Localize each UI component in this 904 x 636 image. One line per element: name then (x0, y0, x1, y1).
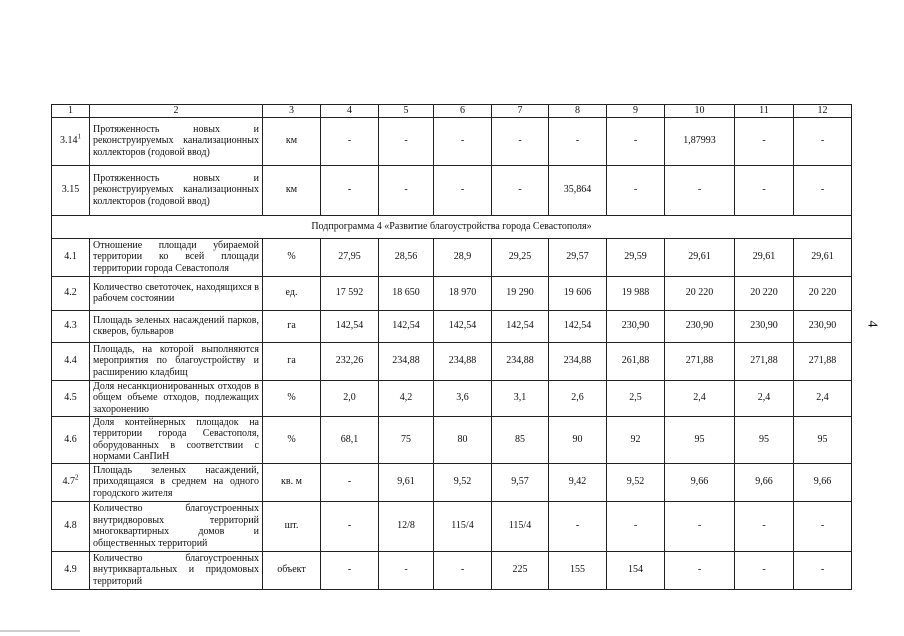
column-number-cell: 10 (665, 105, 735, 118)
value-cell: - (434, 117, 492, 165)
unit-cell: км (263, 117, 321, 165)
unit-cell: объект (263, 551, 321, 589)
value-cell: 230,90 (607, 310, 665, 342)
value-cell: 29,57 (549, 238, 607, 276)
value-cell: 28,9 (434, 238, 492, 276)
row-number-cell (52, 165, 90, 215)
column-number-cell: 6 (434, 105, 492, 118)
column-number-cell: 1 (52, 105, 90, 118)
unit-cell: кв. м (263, 463, 321, 501)
value-cell: 18 970 (434, 276, 492, 310)
footnote-mark: 2 (75, 473, 79, 482)
indicator-name-cell: Доля несанкционированных отходов в общем объеме отходов, подлежащих захоронению (90, 380, 263, 416)
value-cell: 29,61 (665, 238, 735, 276)
row-number-cell (52, 310, 90, 342)
value-cell: - (794, 117, 852, 165)
value-cell: 19 606 (549, 276, 607, 310)
value-cell: - (434, 165, 492, 215)
value-cell: 9,66 (665, 463, 735, 501)
value-cell: 271,88 (735, 342, 794, 380)
value-cell: 1,87993 (665, 117, 735, 165)
column-number-cell: 11 (735, 105, 794, 118)
value-cell: - (794, 501, 852, 551)
value-cell: - (379, 165, 434, 215)
value-cell: 95 (665, 416, 735, 463)
row-number: 3.15 (61, 184, 80, 196)
value-cell: 75 (379, 416, 434, 463)
value-cell: 68,1 (321, 416, 379, 463)
section-title: Подпрограмма 4 «Развитие благоустройства города Севастополя» (52, 215, 852, 238)
value-cell: 154 (607, 551, 665, 589)
value-cell: 234,88 (549, 342, 607, 380)
row-number-cell (52, 276, 90, 310)
value-cell: 271,88 (794, 342, 852, 380)
value-cell: 12/8 (379, 501, 434, 551)
value-cell: 9,52 (607, 463, 665, 501)
value-cell: - (379, 117, 434, 165)
value-cell: 232,26 (321, 342, 379, 380)
column-number-cell: 12 (794, 105, 852, 118)
value-cell: 2,6 (549, 380, 607, 416)
unit-cell: % (263, 380, 321, 416)
column-number-cell: 2 (90, 105, 263, 118)
unit-cell: ед. (263, 276, 321, 310)
value-cell: 271,88 (665, 342, 735, 380)
value-cell: - (607, 117, 665, 165)
value-cell: - (549, 117, 607, 165)
value-cell: 142,54 (379, 310, 434, 342)
indicator-name-cell: Протяженность новых и реконструируемых канализационных коллекторов (годовой ввод) (90, 165, 263, 215)
value-cell: 29,61 (794, 238, 852, 276)
value-cell: 3,6 (434, 380, 492, 416)
indicator-name-cell: Количество светоточек, находящихся в рабочем состоянии (90, 276, 263, 310)
value-cell: 92 (607, 416, 665, 463)
table-row (52, 380, 852, 416)
value-cell: 234,88 (492, 342, 549, 380)
value-cell: 9,57 (492, 463, 549, 501)
value-cell: 17 592 (321, 276, 379, 310)
value-cell: - (607, 165, 665, 215)
indicator-name-cell: Площадь зеленых насаждений парков, скверов, бульваров (90, 310, 263, 342)
indicator-name-cell: Протяженность новых и реконструируемых канализационных коллекторов (годовой ввод) (90, 117, 263, 165)
value-cell: 20 220 (794, 276, 852, 310)
row-number: 3.14 (60, 135, 78, 147)
value-cell: 155 (549, 551, 607, 589)
value-cell: 2,5 (607, 380, 665, 416)
value-cell: 2,4 (794, 380, 852, 416)
column-number-cell: 8 (549, 105, 607, 118)
row-number: 4.3 (64, 320, 77, 332)
row-number: 4.1 (64, 251, 77, 263)
value-cell: 225 (492, 551, 549, 589)
indicator-name-cell: Количество благоустроенных внутридворовых территорий многоквартирных домов и общественных территорий (90, 501, 263, 551)
column-number-cell: 4 (321, 105, 379, 118)
value-cell: - (735, 501, 794, 551)
row-number-cell (52, 342, 90, 380)
value-cell: 230,90 (665, 310, 735, 342)
table-row (52, 117, 852, 165)
value-cell: 142,54 (549, 310, 607, 342)
table-row (52, 416, 852, 463)
unit-cell: % (263, 238, 321, 276)
value-cell: 2,4 (665, 380, 735, 416)
value-cell: 20 220 (665, 276, 735, 310)
row-number-cell (52, 117, 90, 165)
row-number: 4.2 (64, 287, 77, 299)
indicator-name-cell: Отношение площади убираемой территории ко всей площади территории города Севастополя (90, 238, 263, 276)
value-cell: - (321, 501, 379, 551)
value-cell: 142,54 (434, 310, 492, 342)
value-cell: 9,42 (549, 463, 607, 501)
value-cell: 28,56 (379, 238, 434, 276)
value-cell: 115/4 (492, 501, 549, 551)
value-cell: 234,88 (434, 342, 492, 380)
value-cell: 3,1 (492, 380, 549, 416)
value-cell: - (321, 551, 379, 589)
value-cell: 85 (492, 416, 549, 463)
unit-cell: шт. (263, 501, 321, 551)
table-row (52, 276, 852, 310)
value-cell: 27,95 (321, 238, 379, 276)
column-number-cell: 5 (379, 105, 434, 118)
value-cell: 19 290 (492, 276, 549, 310)
table-row (52, 463, 852, 501)
table-row (52, 501, 852, 551)
table-row (52, 165, 852, 215)
unit-cell: га (263, 342, 321, 380)
column-number-cell: 3 (263, 105, 321, 118)
value-cell: 35,864 (549, 165, 607, 215)
indicator-name-cell: Площадь, на которой выполняются мероприятия по благоустройству и расширению кладбищ (90, 342, 263, 380)
row-number: 4.5 (64, 392, 77, 404)
row-number-cell (52, 463, 90, 501)
row-number: 4.8 (64, 520, 77, 532)
footnote-mark: 1 (77, 132, 81, 141)
value-cell: - (794, 551, 852, 589)
value-cell: - (665, 165, 735, 215)
value-cell: - (434, 551, 492, 589)
column-number-cell: 9 (607, 105, 665, 118)
column-number-row (52, 105, 852, 118)
row-number: 4.6 (64, 433, 77, 445)
section-row (52, 215, 852, 238)
table-row (52, 551, 852, 589)
row-number: 4.9 (64, 564, 77, 576)
value-cell: - (492, 165, 549, 215)
value-cell: 29,25 (492, 238, 549, 276)
indicator-name-cell: Площадь зеленых насаждений, приходящаяся в среднем на одного городского жителя (90, 463, 263, 501)
unit-cell: га (263, 310, 321, 342)
value-cell: 142,54 (321, 310, 379, 342)
value-cell: 2,4 (735, 380, 794, 416)
value-cell: 9,61 (379, 463, 434, 501)
table-row (52, 238, 852, 276)
scan-edge-mark (0, 630, 80, 632)
value-cell: 261,88 (607, 342, 665, 380)
value-cell: - (379, 551, 434, 589)
column-number-cell: 7 (492, 105, 549, 118)
row-number-cell (52, 501, 90, 551)
table-row (52, 310, 852, 342)
value-cell: - (794, 165, 852, 215)
unit-cell: км (263, 165, 321, 215)
value-cell: 20 220 (735, 276, 794, 310)
value-cell: - (735, 551, 794, 589)
indicator-name-cell: Доля контейнерных площадок на территории города Севастополя, оборудованных в соответствии с нормами СанПиН (90, 416, 263, 463)
unit-cell: % (263, 416, 321, 463)
value-cell: 19 988 (607, 276, 665, 310)
row-number-cell (52, 380, 90, 416)
row-number: 4.4 (64, 355, 77, 367)
value-cell: 18 650 (379, 276, 434, 310)
value-cell: 142,54 (492, 310, 549, 342)
indicators-table (51, 104, 852, 590)
row-number-cell (52, 238, 90, 276)
indicator-name-cell: Количество благоустроенных внутриквартальных и придомовых территорий (90, 551, 263, 589)
value-cell: - (321, 165, 379, 215)
value-cell: 230,90 (735, 310, 794, 342)
row-number: 4.7 (62, 476, 75, 488)
value-cell: 90 (549, 416, 607, 463)
value-cell: - (735, 117, 794, 165)
value-cell: - (321, 117, 379, 165)
row-number-cell (52, 416, 90, 463)
value-cell: 9,66 (794, 463, 852, 501)
value-cell: - (549, 501, 607, 551)
value-cell: - (665, 501, 735, 551)
value-cell: - (492, 117, 549, 165)
value-cell: 95 (794, 416, 852, 463)
value-cell: - (735, 165, 794, 215)
value-cell: 115/4 (434, 501, 492, 551)
value-cell: 234,88 (379, 342, 434, 380)
value-cell: 9,52 (434, 463, 492, 501)
value-cell: 9,66 (735, 463, 794, 501)
value-cell: - (665, 551, 735, 589)
table-row (52, 342, 852, 380)
value-cell: 80 (434, 416, 492, 463)
value-cell: 95 (735, 416, 794, 463)
value-cell: 29,59 (607, 238, 665, 276)
row-number-cell (52, 551, 90, 589)
value-cell: - (321, 463, 379, 501)
value-cell: 4,2 (379, 380, 434, 416)
value-cell: - (607, 501, 665, 551)
value-cell: 29,61 (735, 238, 794, 276)
page-number: 4 (864, 320, 880, 328)
value-cell: 230,90 (794, 310, 852, 342)
value-cell: 2,0 (321, 380, 379, 416)
